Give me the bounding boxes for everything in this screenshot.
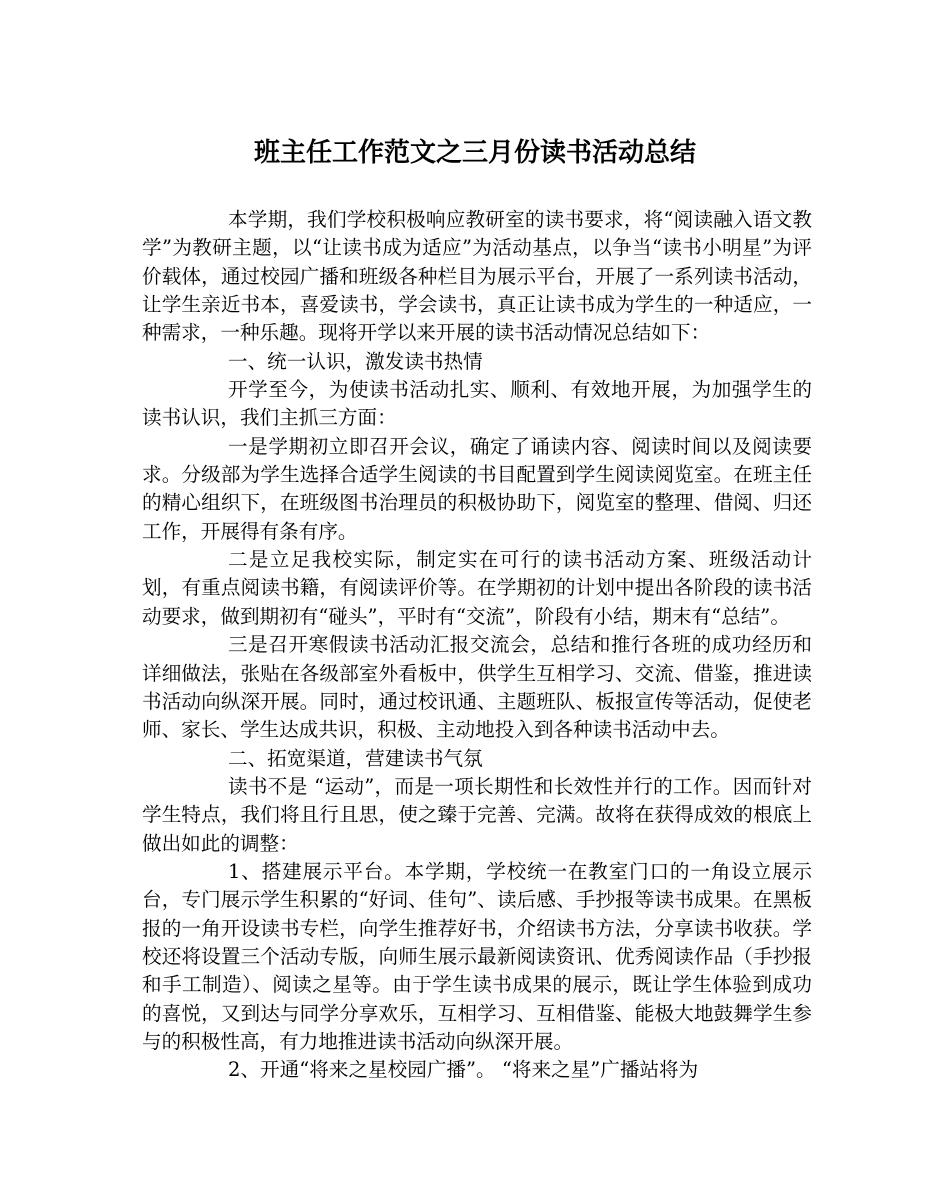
section-heading-2: 二、拓宽渠道，营建读书气氛	[228, 746, 483, 770]
paragraph: 三是召开寒假读书活动汇报交流会，总结和推行各班的成功经历和详细做法，张贴在各级部室外看板中，供学生互相学习、交流、借鉴，推进读书活动向纵深开展。同时，通过校讯通、主题班队、板报宣传等活动，促使老师、家长、学生达成共识，积极、主动地投入到各种读书活动中去。	[142, 633, 812, 742]
paragraph: 读书不是 “运动”，而是一项长期性和长效性并行的工作。因而针对学生特点，我们将且行且思，使之臻于完善、完满。故将在获得成效的根底上做出如此的调整：	[142, 774, 812, 855]
paragraph: 1、搭建展示平台。本学期，学校统一在教室门口的一角设立展示台，专门展示学生积累的“好词、佳句”、读后感、手抄报等读书成果。在黑板报的一角开设读书专栏，向学生推荐好书，介绍读书方法，分享读书收获。学校还将设置三个活动专版，向师生展示最新阅读资讯、优秀阅读作品（手抄报和手工制造）、阅读之星等。由于学生读书成果的展示，既让学生体验到成功的喜悦，又到达与同学分享欢乐，互相学习、互相借鉴、能极大地鼓舞学生参与的积极性高，有力地推进读书活动向纵深开展。	[142, 859, 812, 1053]
paragraph: 一是学期初立即召开会议，确定了诵读内容、阅读时间以及阅读要求。分级部为学生选择合适学生阅读的书目配置到学生阅读阅览室。在班主任的精心组织下，在班级图书治理员的积极协助下，阅览室的整理、借阅、归还工作，开展得有条有序。	[142, 434, 812, 543]
document-title: 班主任工作范文之三月份读书活动总结	[253, 138, 696, 168]
document-body	[142, 206, 812, 1085]
paragraph: 开学至今，为使读书活动扎实、顺利、有效地开展，为加强学生的读书认识，我们主抓三方面：	[142, 378, 812, 430]
paragraph-intro: 本学期，我们学校积极响应教研室的读书要求，将“阅读融入语文教学”为教研主题，以“让读书成为适应”为活动基点，以争当“读书小明星”为评价载体，通过校园广播和班级各种栏目为展示平台，开展了一系列读书活动，让学生亲近书本，喜爱读书，学会读书，真正让读书成为学生的一种适应，一种需求，一种乐趣。现将开学以来开展的读书活动情况总结如下：	[142, 208, 812, 345]
section-heading-1: 一、统一认识，激发读书热情	[228, 349, 483, 373]
paragraph: 二是立足我校实际，制定实在可行的读书活动方案、班级活动计划，有重点阅读书籍，有阅读评价等。在学期初的计划中提出各阶段的读书活动要求，做到期初有“碰头”，平时有“交流”，阶段有小结，期末有“总结”。	[142, 548, 812, 628]
paragraph: 2、开通“将来之星校园广播”。 “将来之星”广播站将为	[228, 1058, 699, 1082]
